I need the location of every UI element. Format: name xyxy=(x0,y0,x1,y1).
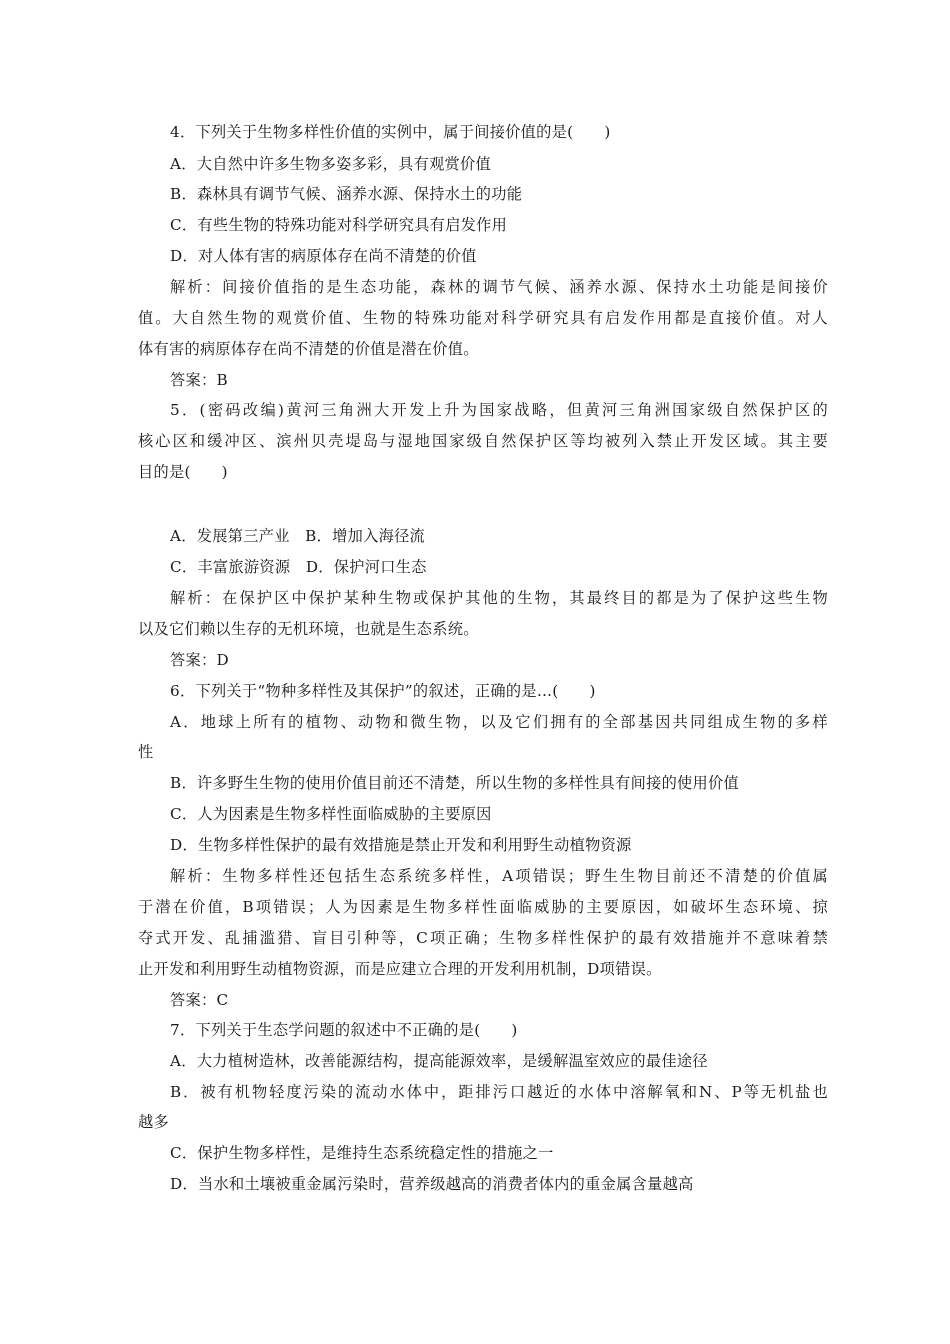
q6-answer: 答案：C xyxy=(170,991,229,1009)
q6-option-b: B．许多野生生物的使用价值目前还不清楚，所以生物的多样性具有间接的使用价值 xyxy=(170,774,740,792)
q4-stem: 4．下列关于生物多样性价值的实例中，属于间接价值的是( ) xyxy=(170,123,611,141)
q6-option-c: C．人为因素是生物多样性面临威胁的主要原因 xyxy=(170,805,492,823)
q5-stem-line: 核心区和缓冲区、滨州贝壳堤岛与湿地国家级自然保护区等均被列入禁止开发区域。其主要 xyxy=(138,432,828,450)
q6-option-d: D．生物多样性保护的最有效措施是禁止开发和利用野生动植物资源 xyxy=(170,836,632,854)
q7-stem: 7．下列关于生态学问题的叙述中不正确的是( ) xyxy=(170,1021,518,1039)
q6-analysis-line: 解析：生物多样性还包括生态系统多样性，A项错误；野生生物目前还不清楚的价值属 xyxy=(170,867,828,885)
q4-option-c: C．有些生物的特殊功能对科学研究具有启发作用 xyxy=(170,216,508,234)
q7-option-b: B．被有机物轻度污染的流动水体中，距排污口越近的水体中溶解氧和N、P等无机盐也 xyxy=(170,1083,828,1101)
q4-option-b: B．森林具有调节气候、涵养水源、保持水土的功能 xyxy=(170,185,523,203)
q6-analysis-line: 夺式开发、乱捕滥猎、盲目引种等，C项正确；生物多样性保护的最有效措施并不意味着禁 xyxy=(138,929,828,947)
q6-stem: 6．下列关于“物种多样性及其保护”的叙述，正确的是…( ) xyxy=(170,682,596,700)
q4-option-a: A．大自然中许多生物多姿多彩，具有观赏价值 xyxy=(170,155,492,173)
q6-analysis-line: 止开发和利用野生动植物资源，而是应建立合理的开发利用机制，D项错误。 xyxy=(138,960,662,978)
q6-analysis-line: 于潜在价值，B项错误；人为因素是生物多样性面临威胁的主要原因，如破坏生态环境、掠 xyxy=(138,898,828,916)
q4-analysis-line: 解析：间接价值指的是生态功能，森林的调节气候、涵养水源、保持水土功能是间接价 xyxy=(170,278,828,296)
q4-analysis-line: 体有害的病原体存在尚不清楚的价值是潜在价值。 xyxy=(138,340,479,358)
q7-option-a: A．大力植树造林，改善能源结构，提高能源效率，是缓解温室效应的最佳途径 xyxy=(170,1052,708,1070)
q5-stem-line: 5．(密码改编)黄河三角洲大开发上升为国家战略，但黄河三角洲国家级自然保护区的 xyxy=(170,401,828,419)
q4-option-d: D．对人体有害的病原体存在尚不清楚的价值 xyxy=(170,247,477,265)
q7-option-d: D．当水和土壤被重金属污染时，营养级越高的消费者体内的重金属含量越高 xyxy=(170,1175,694,1193)
q5-analysis-line: 解析：在保护区中保护某种生物或保护其他的生物，其最终目的都是为了保护这些生物 xyxy=(170,589,828,607)
q4-analysis-line: 值。大自然生物的观赏价值、生物的特殊功能对科学研究具有启发作用都是直接价值。对人 xyxy=(138,309,828,327)
q5-options-ab: A．发展第三产业 B．增加入海径流 xyxy=(170,527,426,545)
q4-answer: 答案：B xyxy=(170,371,228,389)
q5-stem-line: 目的是( ) xyxy=(138,463,228,481)
q5-analysis-line: 以及它们赖以生存的无机环境，也就是生态系统。 xyxy=(138,620,479,638)
q5-answer: 答案：D xyxy=(170,651,229,669)
q5-options-cd: C．丰富旅游资源 D．保护河口生态 xyxy=(170,558,427,576)
q7-option-c: C．保护生物多样性，是维持生态系统稳定性的措施之一 xyxy=(170,1144,554,1162)
q7-option-b-cont: 越多 xyxy=(138,1113,169,1131)
q6-option-a: A．地球上所有的植物、动物和微生物，以及它们拥有的全部基因共同组成生物的多样 xyxy=(170,713,828,731)
q6-option-a-cont: 性 xyxy=(138,743,154,761)
